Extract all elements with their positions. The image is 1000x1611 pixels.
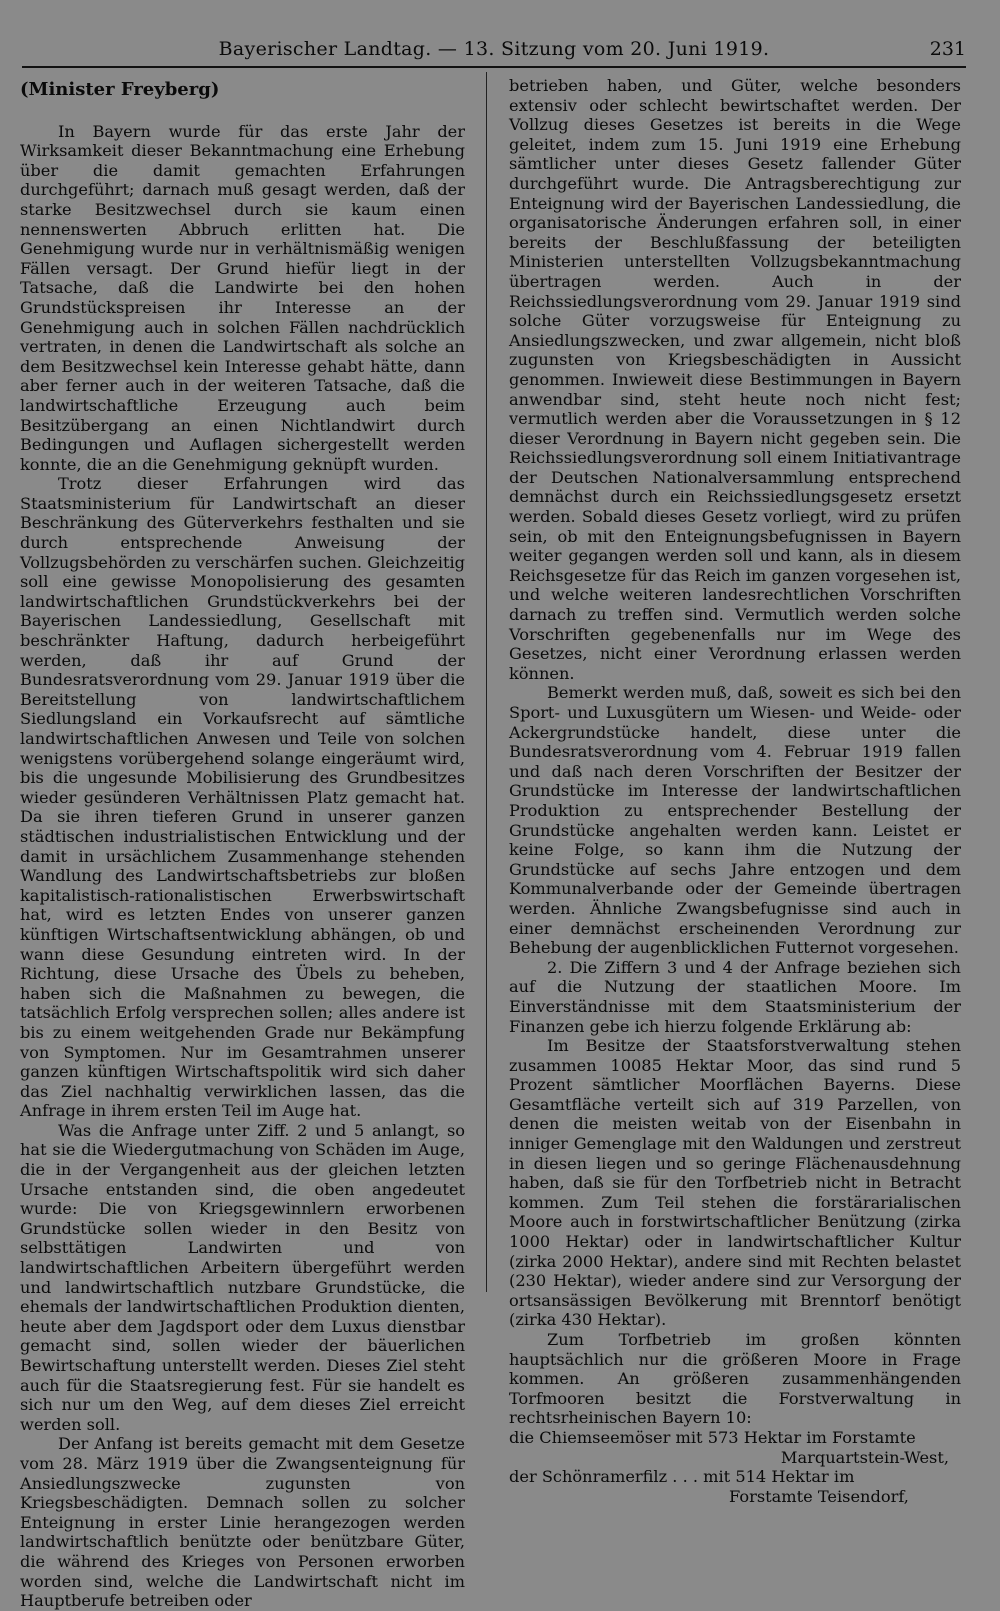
running-title: Bayerischer Landtag. — 13. Sitzung vom 20. Juni 1919.	[218, 38, 770, 60]
paragraph: In Bayern wurde für das erste Jahr der Wirksamkeit dieser Bekanntmachung eine Erhebung über die damit gemachten Erfahrungen durchgeführt; darnach muß gesagt werden, daß der starke Besitzwechsel durch sie kaum einen nennenswerten Abbruch erlitten hat. Die Genehmigung wurde nur in verhältnismäßig wenigen Fällen versagt. Der Grund hiefür liegt in der Tatsache, daß die Landwirte bei den hohen Grundstückspreisen ihr Interesse an der Genehmigung auch in solchen Fällen nachdrücklich vertraten, in denen die Landwirtschaft als solche an dem Besitzwechsel kein Interesse gehabt hätte, dann aber ferner auch in der weiteren Tatsache, daß die landwirtschaftliche Erzeugung auch beim Besitzübergang an einen Nichtlandwirt durch Bedingungen und Auflagen sichergestellt werden konnte, die an die Genehmigung geknüpft wurden.	[20, 121, 465, 474]
paragraph: betrieben haben, und Güter, welche besonders extensiv oder schlecht bewirtschaftet werden. Der Vollzug dieses Gesetzes ist bereits in die Wege geleitet, indem zum 15. Juni 1919 eine Erhebung sämtlicher unter dieses Gesetz fallender Güter durchgeführt wurde. Die Antragsberechtigung zur Enteignung wird der Bayerischen Landessiedlung, die organisatorische Änderungen erfahren soll, in einer bereits der Beschlußfassung der beteiligten Ministerien unterstellten Vollzugsbekanntmachung übertragen werden. Auch in der Reichssiedlungsverordnung vom 29. Januar 1919 sind solche Güter vorzugsweise für Enteignung zu Ansiedlungszwecken, und zwar allgemein, nicht bloß zugunsten von Kriegsbeschädigten in Aussicht genommen. Inwieweit diese Bestimmungen in Bayern anwendbar sind, steht heute noch nicht fest; vermutlich werden aber die Voraussetzungen in § 12 dieser Verordnung in Bayern nicht gegeben sein. Die Reichssiedlungsverordnung soll einem Initiativantrage der Deutschen Nationalversammlung entsprechend demnächst durch ein Reichssiedlungsgesetz ersetzt werden. Sobald dieses Gesetz vorliegt, wird zu prüfen sein, ob mit den Enteignungsbefugnissen in Bayern weiter gegangen werden soll und kann, als in diesem Reichsgesetze für das Reich im ganzen vorgesehen ist, und welche weiteren landesrechtlichen Vorschriften darnach zu treffen sind. Vermutlich werden solche Vorschriften gegebenenfalls nur im Wege des Gesetzes, nicht einer Verordnung erlassen werden können.	[509, 76, 961, 683]
list-item-continuation: Forstamte Teisendorf,	[729, 1486, 909, 1506]
speaker-label: (Minister Freyberg)	[20, 79, 220, 100]
paragraph: Im Besitze der Staatsforstverwaltung stehen zusammen 10085 Hektar Moor, das sind rund 5 Prozent sämtlicher Moorflächen Bayerns. Diese Gesamtfläche verteilt sich auf 319 Parzellen, von denen die meisten weitab von der Eisenbahn in inniger Gemenglage mit den Waldungen und zerstreut in diesen liegen und so geringe Flächenausdehnung haben, daß sie für den Torfbetrieb nicht in Betracht kommen. Zum Teil stehen die forstärarialischen Moore auch in forstwirtschaftlicher Benützung (zirka 1000 Hektar) oder in landwirtschaftlicher Kultur (zirka 2000 Hektar), andere sind mit Rechten belastet (230 Hektar), wieder andere sind zur Versorgung der ortsansässigen Bevölkerung mit Brenntorf benötigt (zirka 430 Hektar).	[509, 1036, 961, 1330]
column-divider	[486, 72, 487, 1292]
list-item: die Chiemseemöser mit 573 Hektar im Forstamte	[509, 1427, 916, 1447]
list-item: der Schönramerfilz . . . mit 514 Hektar im	[509, 1467, 855, 1487]
paragraph: Zum Torfbetrieb im großen könnten hauptsächlich nur die größeren Moore in Frage kommen. An größeren zusammenhängenden Torfmooren besitzt die Forstverwaltung in rechtsrheinischen Bayern 10:	[509, 1330, 961, 1428]
right-column	[509, 76, 961, 1506]
list-item-continuation: Marquartstein-West,	[780, 1447, 949, 1467]
page-number: 231	[929, 38, 966, 60]
paragraph: Was die Anfrage unter Ziff. 2 und 5 anlangt, so hat sie die Wiedergutmachung von Schäden im Auge, die in der Vergangenheit aus der gleichen letzten Ursache entstanden sind, die oben angedeutet wurde: Die von Kriegsgewinnlern erworbenen Grundstücke sollen wieder in den Besitz von selbsttätigen Landwirten und von landwirtschaftlichen Arbeitern übergeführt werden und landwirtschaftlich nutzbare Grundstücke, die ehemals der landwirtschaftlichen Produktion dienten, heute aber dem Jagdsport oder dem Luxus dienstbar gemacht sind, sollen wieder der bäuerlichen Bewirtschaftung unterstellt werden. Dieses Ziel steht auch für die Staatsregierung fest. Für sie handelt es sich nur um den Weg, auf dem dieses Ziel erreicht werden soll.	[20, 1120, 465, 1434]
paragraph: Bemerkt werden muß, daß, soweit es sich bei den Sport- und Luxusgütern um Wiesen- und Weide- oder Ackergrundstücke handelt, diese unter die Bundesratsverordnung vom 4. Februar 1919 fallen und daß nach deren Vorschriften der Besitzer der Grundstücke im Interesse der landwirtschaftlichen Produktion zu entsprechender Bestellung der Grundstücke angehalten werden kann. Leistet er keine Folge, so kann ihm die Nutzung der Grundstücke auf sechs Jahre entzogen und dem Kommunalverbande oder der Gemeinde übertragen werden. Ähnliche Zwangsbefugnisse sind auch in einer demnächst erscheinenden Verordnung zur Behebung der augenblicklichen Futternot vorgesehen.	[509, 683, 961, 958]
page-header	[22, 36, 966, 68]
paragraph: Der Anfang ist bereits gemacht mit dem Gesetze vom 28. März 1919 über die Zwangsenteignung für Ansiedlungszwecke zugunsten von Kriegsbeschädigten. Demnach sollen zu solcher Enteignung in erster Linie herangezogen werden landwirtschaftlich benützte oder benützbare Güter, die während des Krieges von Personen erworben worden sind, welche die Landwirtschaft nicht im Hauptberufe betreiben oder	[20, 1434, 465, 1611]
paragraph: 2. Die Ziffern 3 und 4 der Anfrage beziehen sich auf die Nutzung der staatlichen Moore. Im Einverständnisse mit dem Staatsministerium der Finanzen gebe ich hierzu folgende Erklärung ab:	[509, 957, 961, 1036]
left-column	[20, 76, 465, 1611]
paragraph: Trotz dieser Erfahrungen wird das Staatsministerium für Landwirtschaft an dieser Beschränkung des Güterverkehrs festhalten und sie durch entsprechende Anweisung der Vollzugsbehörden zu verschärfen suchen. Gleichzeitig soll eine gewisse Monopolisierung des gesamten landwirtschaftlichen Grundstückverkehrs bei der Bayerischen Landessiedlung, Gesellschaft mit beschränkter Haftung, dadurch herbeigeführt werden, daß ihr auf Grund der Bundesratsverordnung vom 29. Januar 1919 über die Bereitstellung von landwirtschaftlichem Siedlungsland ein Vorkaufsrecht auf sämtliche landwirtschaftlichen Anwesen und Teile von solchen wenigstens vorübergehend solange eingeräumt wird, bis die ungesunde Mobilisierung des Grundbesitzes wieder gesünderen Verhältnissen Platz gemacht hat. Da sie ihren tieferen Grund in unserer ganzen städtischen industrialistischen Entwicklung und der damit in ursächlichem Zusammenhange stehenden Wandlung des Landwirtschaftsbetriebs zur bloßen kapitalistisch-rationalistischen Erwerbswirtschaft hat, wird es letzten Endes von unserer ganzen künftigen Wirtschaftsentwicklung abhängen, ob und wann diese Gesundung eintreten wird. In der Richtung, diese Ursache des Übels zu beheben, haben sich die Maßnahmen zu bewegen, die tatsächlich Erfolg versprechen sollen; alles andere ist bis zu einem weitgehenden Grade nur Bekämpfung von Symptomen. Nur im Gesamtrahmen unserer ganzen künftigen Wirtschaftspolitik wird sich daher das Ziel nachhaltig verwirklichen lassen, das die Anfrage in ihrem ersten Teil im Auge hat.	[20, 474, 465, 1121]
